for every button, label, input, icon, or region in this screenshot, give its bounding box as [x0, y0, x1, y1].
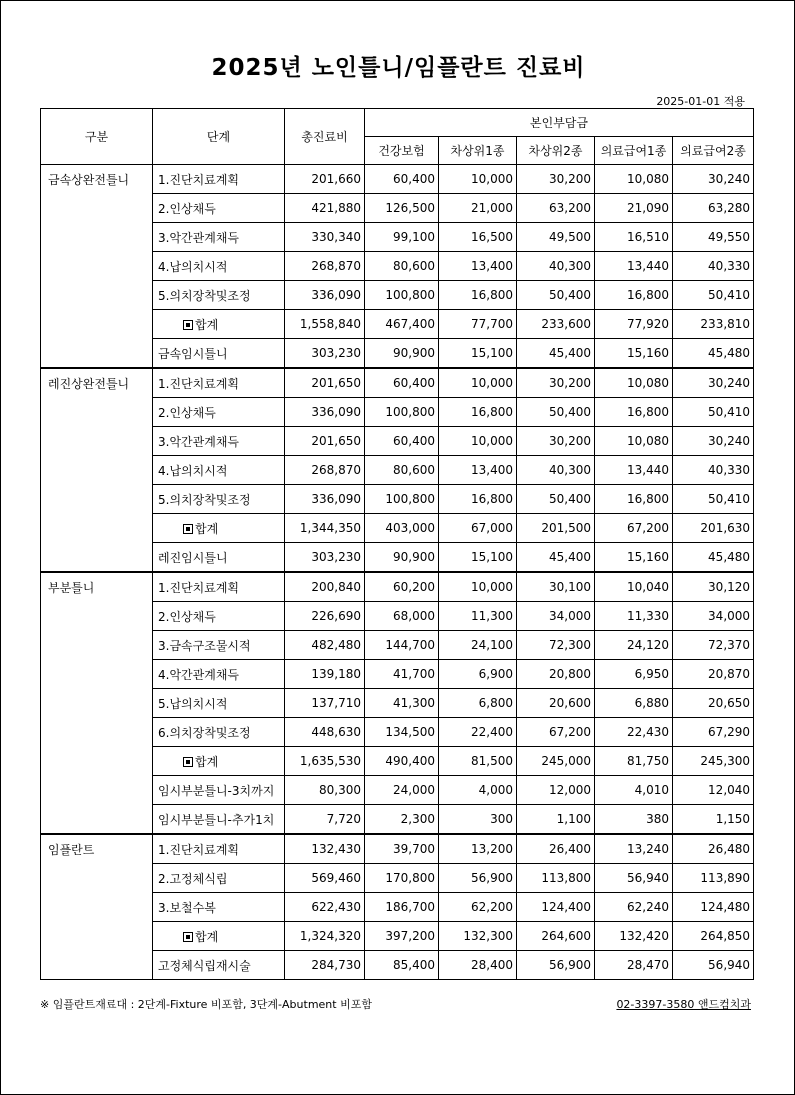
copay-cell: 30,100 [517, 572, 595, 602]
total-fee-cell: 1,344,350 [285, 514, 365, 543]
total-fee-cell: 201,660 [285, 165, 365, 194]
header-medical-aid-1: 의료급여1종 [595, 137, 673, 165]
table-row [41, 572, 754, 602]
copay-cell: 67,290 [673, 718, 754, 747]
step-cell: 4.악간관계채득 [153, 660, 285, 689]
copay-cell: 10,080 [595, 368, 673, 398]
copay-cell: 50,400 [517, 485, 595, 514]
footnote: ※ 임플란트재료대 : 2단계-Fixture 비포함, 3단계-Abutment 비포함 [40, 998, 372, 1011]
step-cell: 3.보철수복 [153, 893, 285, 922]
copay-cell: 90,900 [365, 339, 439, 369]
copay-cell: 467,400 [365, 310, 439, 339]
contact-info: 02-3397-3580 앤드컴치과 [616, 998, 751, 1011]
step-cell: 2.인상채득 [153, 602, 285, 631]
total-fee-cell: 226,690 [285, 602, 365, 631]
copay-cell: 28,470 [595, 951, 673, 980]
copay-cell: 20,650 [673, 689, 754, 718]
total-fee-cell: 80,300 [285, 776, 365, 805]
copay-cell: 13,200 [439, 834, 517, 864]
copay-cell: 22,430 [595, 718, 673, 747]
copay-cell: 11,330 [595, 602, 673, 631]
copay-cell: 186,700 [365, 893, 439, 922]
copay-cell: 15,160 [595, 543, 673, 573]
subtotal-label: 합계 [195, 754, 219, 769]
copay-cell: 4,000 [439, 776, 517, 805]
total-fee-cell: 137,710 [285, 689, 365, 718]
copay-cell: 72,370 [673, 631, 754, 660]
copay-cell: 39,700 [365, 834, 439, 864]
total-fee-cell: 200,840 [285, 572, 365, 602]
header-copay: 본인부담금 [365, 109, 754, 137]
copay-cell: 100,800 [365, 398, 439, 427]
copay-cell: 63,200 [517, 194, 595, 223]
copay-cell: 34,000 [517, 602, 595, 631]
copay-cell: 15,100 [439, 543, 517, 573]
total-fee-cell: 336,090 [285, 281, 365, 310]
copay-cell: 124,400 [517, 893, 595, 922]
copay-cell: 60,400 [365, 165, 439, 194]
step-cell: 2.인상채득 [153, 398, 285, 427]
copay-cell: 132,420 [595, 922, 673, 951]
copay-cell: 40,330 [673, 252, 754, 281]
copay-cell: 1,150 [673, 805, 754, 835]
copay-cell: 80,600 [365, 456, 439, 485]
copay-cell: 24,100 [439, 631, 517, 660]
copay-cell: 45,480 [673, 339, 754, 369]
copay-cell: 13,440 [595, 252, 673, 281]
step-cell: 6.의치장착및조정 [153, 718, 285, 747]
copay-cell: 6,950 [595, 660, 673, 689]
copay-cell: 100,800 [365, 485, 439, 514]
copay-cell: 233,600 [517, 310, 595, 339]
copay-cell: 4,010 [595, 776, 673, 805]
copay-cell: 170,800 [365, 864, 439, 893]
copay-cell: 490,400 [365, 747, 439, 776]
total-fee-cell: 139,180 [285, 660, 365, 689]
step-cell [153, 747, 285, 776]
copay-cell: 2,300 [365, 805, 439, 835]
copay-cell: 20,870 [673, 660, 754, 689]
copay-cell: 30,200 [517, 427, 595, 456]
copay-cell: 40,300 [517, 252, 595, 281]
step-cell: 3.악간관계채득 [153, 427, 285, 456]
header-health-insurance: 건강보험 [365, 137, 439, 165]
total-fee-cell: 1,635,530 [285, 747, 365, 776]
copay-cell: 13,400 [439, 456, 517, 485]
copay-cell: 34,000 [673, 602, 754, 631]
copay-cell: 201,630 [673, 514, 754, 543]
copay-cell: 13,440 [595, 456, 673, 485]
copay-cell: 16,800 [595, 398, 673, 427]
copay-cell: 10,080 [595, 165, 673, 194]
copay-cell: 15,100 [439, 339, 517, 369]
copay-cell: 10,040 [595, 572, 673, 602]
copay-cell: 6,800 [439, 689, 517, 718]
total-fee-cell: 268,870 [285, 456, 365, 485]
header-step: 단계 [153, 109, 285, 165]
copay-cell: 77,700 [439, 310, 517, 339]
fee-table-body [41, 165, 754, 980]
step-cell [153, 514, 285, 543]
total-fee-cell: 268,870 [285, 252, 365, 281]
step-cell [153, 310, 285, 339]
copay-cell: 16,510 [595, 223, 673, 252]
copay-cell: 132,300 [439, 922, 517, 951]
copay-cell: 67,200 [517, 718, 595, 747]
copay-cell: 81,750 [595, 747, 673, 776]
copay-cell: 113,890 [673, 864, 754, 893]
copay-cell: 30,240 [673, 427, 754, 456]
checkbox-marker-icon [183, 757, 193, 767]
copay-cell: 1,100 [517, 805, 595, 835]
copay-cell: 16,800 [595, 485, 673, 514]
copay-cell: 45,400 [517, 543, 595, 573]
checkbox-marker-icon [183, 524, 193, 534]
fee-table [40, 108, 754, 980]
copay-cell: 56,940 [595, 864, 673, 893]
copay-cell: 50,410 [673, 398, 754, 427]
total-fee-cell: 421,880 [285, 194, 365, 223]
total-fee-cell: 336,090 [285, 398, 365, 427]
copay-cell: 24,120 [595, 631, 673, 660]
copay-cell: 49,500 [517, 223, 595, 252]
copay-cell: 201,500 [517, 514, 595, 543]
copay-cell: 16,800 [439, 398, 517, 427]
copay-cell: 20,800 [517, 660, 595, 689]
copay-cell: 50,410 [673, 281, 754, 310]
checkbox-marker-icon [183, 320, 193, 330]
total-fee-cell: 482,480 [285, 631, 365, 660]
copay-cell: 397,200 [365, 922, 439, 951]
copay-cell: 56,900 [439, 864, 517, 893]
copay-cell: 20,600 [517, 689, 595, 718]
total-fee-cell: 284,730 [285, 951, 365, 980]
copay-cell: 13,400 [439, 252, 517, 281]
copay-cell: 245,000 [517, 747, 595, 776]
copay-cell: 113,800 [517, 864, 595, 893]
total-fee-cell: 1,324,320 [285, 922, 365, 951]
copay-cell: 16,500 [439, 223, 517, 252]
step-cell: 임시부분틀니-추가1치 [153, 805, 285, 835]
copay-cell: 80,600 [365, 252, 439, 281]
step-cell: 2.인상채득 [153, 194, 285, 223]
copay-cell: 62,200 [439, 893, 517, 922]
copay-cell: 10,000 [439, 165, 517, 194]
copay-cell: 41,300 [365, 689, 439, 718]
copay-cell: 72,300 [517, 631, 595, 660]
copay-cell: 68,000 [365, 602, 439, 631]
copay-cell: 15,160 [595, 339, 673, 369]
copay-cell: 16,800 [439, 281, 517, 310]
total-fee-cell: 448,630 [285, 718, 365, 747]
step-cell: 5.납의치시적 [153, 689, 285, 718]
step-cell: 고정체식립재시술 [153, 951, 285, 980]
copay-cell: 6,900 [439, 660, 517, 689]
header-near-poor-2: 차상위2종 [517, 137, 595, 165]
header-category: 구분 [41, 109, 153, 165]
copay-cell: 41,700 [365, 660, 439, 689]
copay-cell: 12,040 [673, 776, 754, 805]
copay-cell: 63,280 [673, 194, 754, 223]
step-cell: 4.납의치시적 [153, 456, 285, 485]
total-fee-cell: 7,720 [285, 805, 365, 835]
copay-cell: 60,400 [365, 427, 439, 456]
copay-cell: 134,500 [365, 718, 439, 747]
copay-cell: 77,920 [595, 310, 673, 339]
step-cell: 1.진단치료계획 [153, 368, 285, 398]
copay-cell: 45,480 [673, 543, 754, 573]
subtotal-label: 합계 [195, 521, 219, 536]
total-fee-cell: 1,558,840 [285, 310, 365, 339]
total-fee-cell: 330,340 [285, 223, 365, 252]
copay-cell: 30,240 [673, 368, 754, 398]
step-cell: 2.고정체식립 [153, 864, 285, 893]
step-cell [153, 922, 285, 951]
total-fee-cell: 201,650 [285, 368, 365, 398]
copay-cell: 12,000 [517, 776, 595, 805]
copay-cell: 21,000 [439, 194, 517, 223]
group-name: 임플란트 [41, 834, 153, 980]
copay-cell: 45,400 [517, 339, 595, 369]
subtotal-label: 합계 [195, 317, 219, 332]
checkbox-marker-icon [183, 932, 193, 942]
copay-cell: 10,000 [439, 427, 517, 456]
total-fee-cell: 303,230 [285, 339, 365, 369]
step-cell: 3.악간관계채득 [153, 223, 285, 252]
copay-cell: 264,850 [673, 922, 754, 951]
copay-cell: 50,400 [517, 398, 595, 427]
copay-cell: 124,480 [673, 893, 754, 922]
copay-cell: 6,880 [595, 689, 673, 718]
copay-cell: 49,550 [673, 223, 754, 252]
copay-cell: 380 [595, 805, 673, 835]
subtotal-label: 합계 [195, 929, 219, 944]
step-cell: 4.납의치시적 [153, 252, 285, 281]
total-fee-cell: 201,650 [285, 427, 365, 456]
copay-cell: 28,400 [439, 951, 517, 980]
copay-cell: 30,120 [673, 572, 754, 602]
step-cell: 레진임시틀니 [153, 543, 285, 573]
copay-cell: 40,300 [517, 456, 595, 485]
copay-cell: 26,480 [673, 834, 754, 864]
total-fee-cell: 569,460 [285, 864, 365, 893]
copay-cell: 30,240 [673, 165, 754, 194]
step-cell: 1.진단치료계획 [153, 572, 285, 602]
total-fee-cell: 622,430 [285, 893, 365, 922]
copay-cell: 26,400 [517, 834, 595, 864]
page-title: 2025년 노인틀니/임플란트 진료비 [211, 55, 586, 81]
step-cell: 1.진단치료계획 [153, 165, 285, 194]
copay-cell: 30,200 [517, 368, 595, 398]
copay-cell: 16,800 [595, 281, 673, 310]
effective-date: 2025-01-01 적용 [656, 95, 745, 108]
copay-cell: 22,400 [439, 718, 517, 747]
step-cell: 5.의치장착및조정 [153, 281, 285, 310]
copay-cell: 10,080 [595, 427, 673, 456]
copay-cell: 81,500 [439, 747, 517, 776]
copay-cell: 11,300 [439, 602, 517, 631]
group-name: 금속상완전틀니 [41, 165, 153, 369]
copay-cell: 126,500 [365, 194, 439, 223]
total-fee-cell: 132,430 [285, 834, 365, 864]
copay-cell: 60,200 [365, 572, 439, 602]
copay-cell: 62,240 [595, 893, 673, 922]
copay-cell: 13,240 [595, 834, 673, 864]
group-name: 부분틀니 [41, 572, 153, 834]
table-row [41, 834, 754, 864]
copay-cell: 40,330 [673, 456, 754, 485]
copay-cell: 67,200 [595, 514, 673, 543]
header-medical-aid-2: 의료급여2종 [673, 137, 754, 165]
copay-cell: 56,900 [517, 951, 595, 980]
copay-cell: 60,400 [365, 368, 439, 398]
copay-cell: 10,000 [439, 368, 517, 398]
step-cell: 5.의치장착및조정 [153, 485, 285, 514]
total-fee-cell: 303,230 [285, 543, 365, 573]
copay-cell: 56,940 [673, 951, 754, 980]
copay-cell: 300 [439, 805, 517, 835]
copay-cell: 144,700 [365, 631, 439, 660]
copay-cell: 264,600 [517, 922, 595, 951]
copay-cell: 16,800 [439, 485, 517, 514]
step-cell: 임시부분틀니-3치까지 [153, 776, 285, 805]
step-cell: 1.진단치료계획 [153, 834, 285, 864]
group-name: 레진상완전틀니 [41, 368, 153, 572]
copay-cell: 245,300 [673, 747, 754, 776]
step-cell: 3.금속구조물시적 [153, 631, 285, 660]
copay-cell: 30,200 [517, 165, 595, 194]
header-near-poor-1: 차상위1종 [439, 137, 517, 165]
copay-cell: 90,900 [365, 543, 439, 573]
copay-cell: 67,000 [439, 514, 517, 543]
copay-cell: 99,100 [365, 223, 439, 252]
table-row [41, 368, 754, 398]
copay-cell: 10,000 [439, 572, 517, 602]
copay-cell: 85,400 [365, 951, 439, 980]
step-cell: 금속임시틀니 [153, 339, 285, 369]
copay-cell: 24,000 [365, 776, 439, 805]
header-total: 총진료비 [285, 109, 365, 165]
copay-cell: 233,810 [673, 310, 754, 339]
table-row [41, 165, 754, 194]
copay-cell: 50,410 [673, 485, 754, 514]
copay-cell: 403,000 [365, 514, 439, 543]
copay-cell: 50,400 [517, 281, 595, 310]
total-fee-cell: 336,090 [285, 485, 365, 514]
copay-cell: 100,800 [365, 281, 439, 310]
copay-cell: 21,090 [595, 194, 673, 223]
